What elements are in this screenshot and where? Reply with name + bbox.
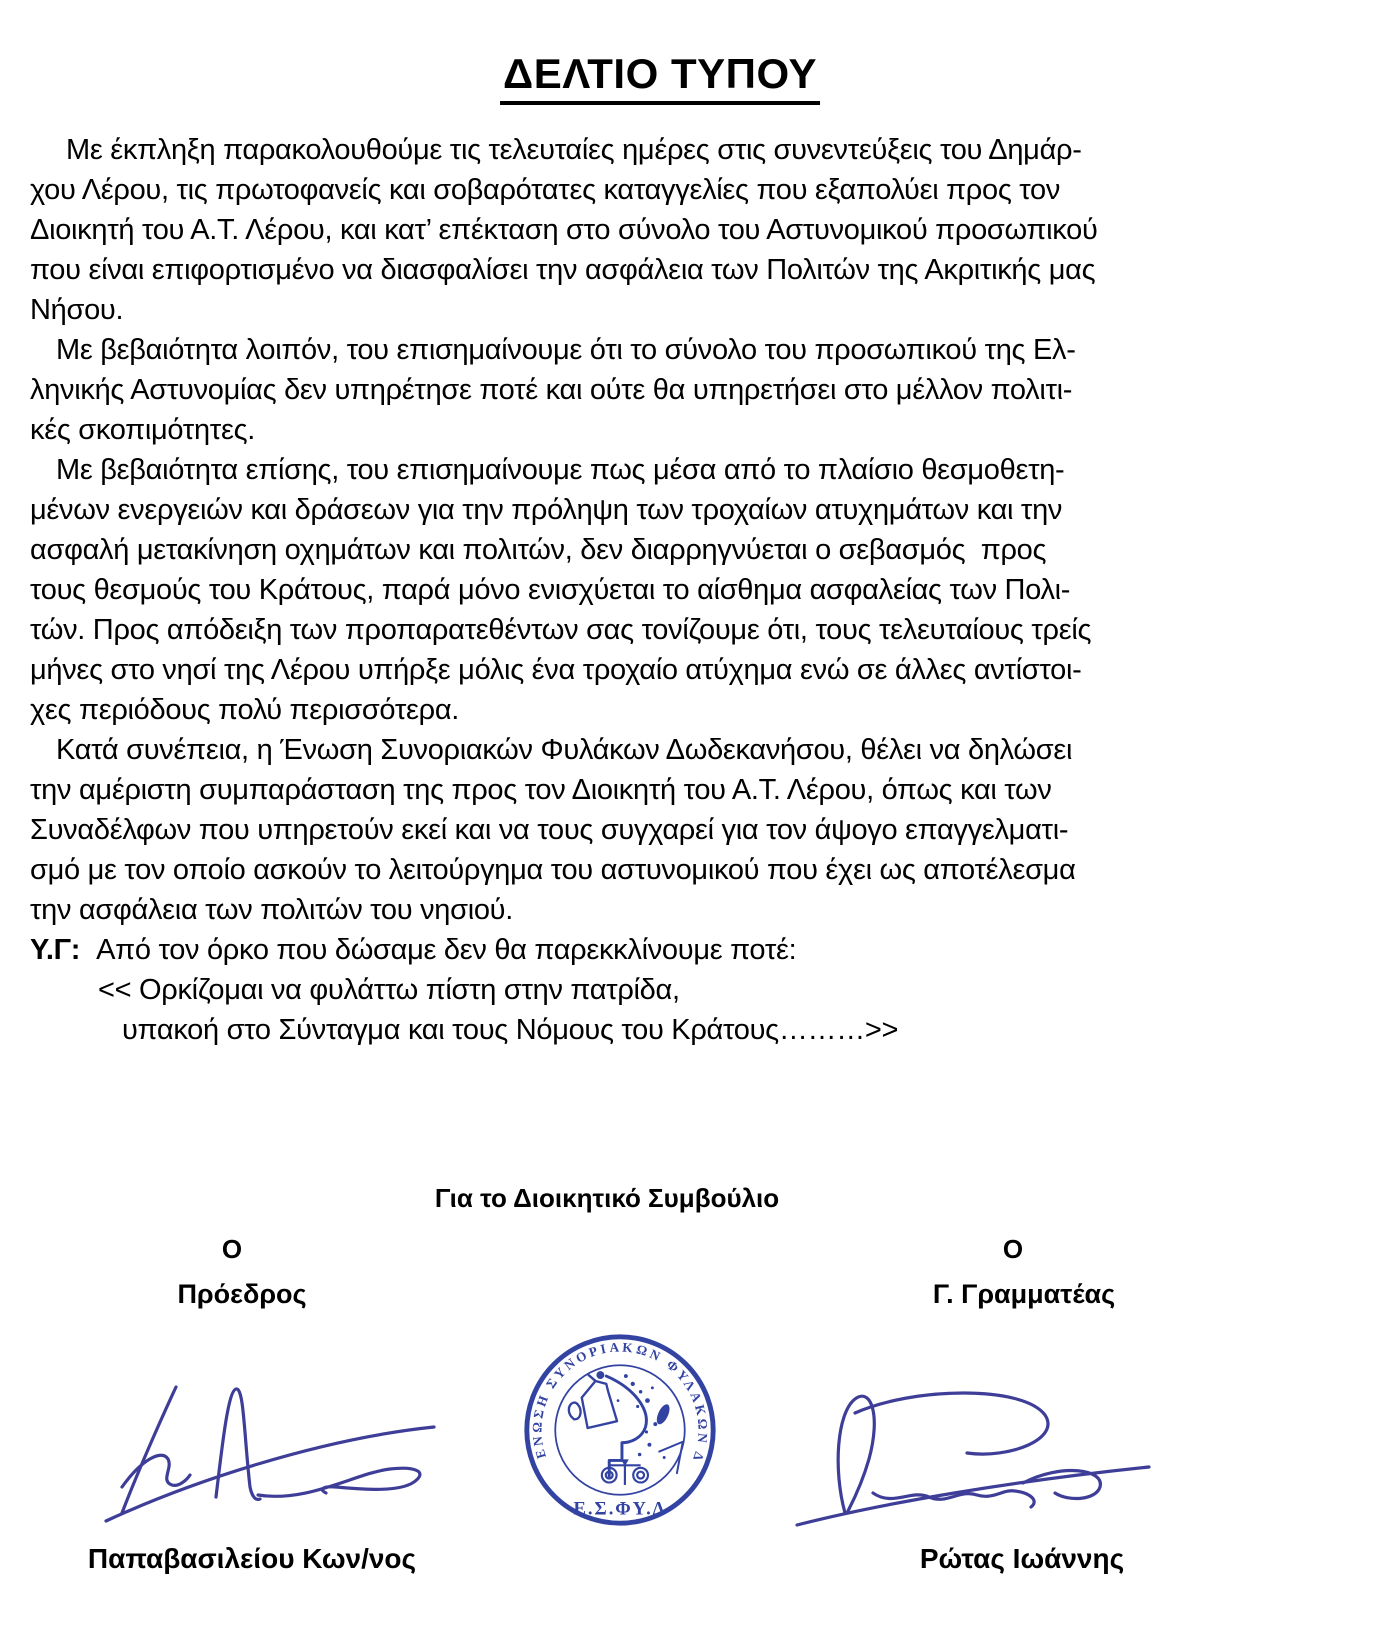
president-name: Παπαβασιλείου Κων/νος [87, 1543, 417, 1574]
flask-outline [582, 1381, 617, 1428]
president-signature [98, 1375, 448, 1530]
body-line: Συναδέλφων που υπηρετούν εκεί και να τους συγχαρεί για τον άψογο επαγγελματι- [30, 814, 1069, 846]
flask-spout [589, 1375, 596, 1381]
body-line: τών. Προς απόδειξη των προπαρατεθέντων σας τονίζουμε ότι, τους τελευταίους τρείς [30, 614, 1092, 646]
secretary-name: Ρώτας Ιωάννης [919, 1543, 1125, 1574]
document-body [30, 130, 1098, 1050]
body-line: Διοικητή του Α.Τ. Λέρου, και κατ’ επέκταση στο σύνολο του Αστυνομικού προσωπικού [30, 214, 1098, 246]
body-line: χου Λέρου, τις πρωτοφανείς και σοβαρότατες καταγγελίες που εξαπολύει προς τον [30, 174, 1061, 206]
postscript-label: Υ.Γ: [30, 934, 81, 966]
body-line: χες περιόδους πολύ περισσότερα. [30, 694, 460, 726]
body-line: τους θεσμούς του Κράτους, παρά μόνο ενισχύεται το αίσθημα ασφαλείας των Πολι- [30, 574, 1071, 606]
left-article: Ο [221, 1234, 243, 1264]
body-line: που είναι επιφορτισμένο να διασφαλίσει την ασφάλεια των Πολιτών της Ακριτικής μας [30, 254, 1096, 286]
document-title [500, 50, 820, 105]
closing-heading: Για το Διοικητικό Συμβούλιο [434, 1183, 780, 1213]
body-line: μήνες στο νησί της Λέρου υπήρξε μόλις ένα τροχαίο ατύχημα ενώ σε άλλες αντίστοι- [30, 654, 1082, 686]
president-role-label: Πρόεδρος [177, 1279, 307, 1309]
body-line: ασφαλή μετακίνηση οχημάτων και πολιτών, δεν διαρρηγνύεται ο σεβασμός προς [30, 534, 1047, 566]
organization-stamp [517, 1327, 723, 1533]
body-line: την αμέριστη συμπαράσταση της προς τον Διοικητή του Α.Τ. Λέρου, όπως και των [30, 774, 1052, 806]
body-line: σμό με τον οποίο ασκούν το λειτούργημα του αστυνομικού που έχει ως αποτέλεσμα [30, 854, 1076, 886]
document-title-text: ΔΕΛΤΙΟ ΤΥΠΟΥ [500, 50, 820, 105]
stamp-abbreviation: Ε.Σ.ΦΥ.Δ [573, 1498, 667, 1520]
body-line: Με βεβαιότητα επίσης, του επισημαίνουμε πως μέσα από το πλαίσιο θεσμοθετη- [56, 454, 1065, 486]
body-line: Με βεβαιότητα λοιπόν, του επισημαίνουμε ότι το σύνολο του προσωπικού της Ελ- [56, 334, 1076, 366]
body-line: Με έκπληξη παρακολουθούμε τις τελευταίες ημέρες στις συνεντεύξεις του Δημάρ- [66, 134, 1082, 166]
body-line: κές σκοπιμότητες. [30, 414, 256, 446]
postscript-text: Από τον όρκο που δώσαμε δεν θα παρεκκλίνουμε ποτέ: [96, 934, 797, 966]
secretary-signature [793, 1385, 1173, 1530]
stamp-rings [527, 1337, 713, 1523]
secretary-role-label: Γ. Γραμματέας [932, 1279, 1116, 1309]
body-line: Κατά συνέπεια, η Ένωση Συνοριακών Φυλάκων Δωδεκανήσου, θέλει να δηλώσει [56, 734, 1073, 766]
body-line: μένων ενεργειών και δράσεων για την πρόληψη των τροχαίων ατυχημάτων και την [30, 494, 1063, 526]
body-line: την ασφάλεια των πολιτών του νησιού. [30, 894, 513, 926]
body-line: Νήσου. [30, 294, 124, 326]
postscript-line: υπακοή στο Σύνταγμα και τους Νόμους του Κράτους………>> [122, 1014, 899, 1046]
postscript-line [30, 930, 1098, 970]
small-island-outline [569, 1403, 581, 1420]
stamp-ring-text: ΕΝΩΣΗ ΣΥΝΟΡΙΑΚΩΝ ΦΥΛΑΚΩΝ ΔΩΔΕΚΑΝΗΣΟΥ [529, 1339, 711, 1463]
body-line: ληνικής Αστυνομίας δεν υπηρέτησε ποτέ και ούτε θα υπηρετήσει στο μέλλον πολιτι- [30, 374, 1073, 406]
islands-dots [596, 1371, 672, 1459]
postscript-line: << Ορκίζομαι να φυλάττω πίστη στην πατρίδα, [98, 974, 680, 1006]
right-article: Ο [1002, 1234, 1024, 1264]
